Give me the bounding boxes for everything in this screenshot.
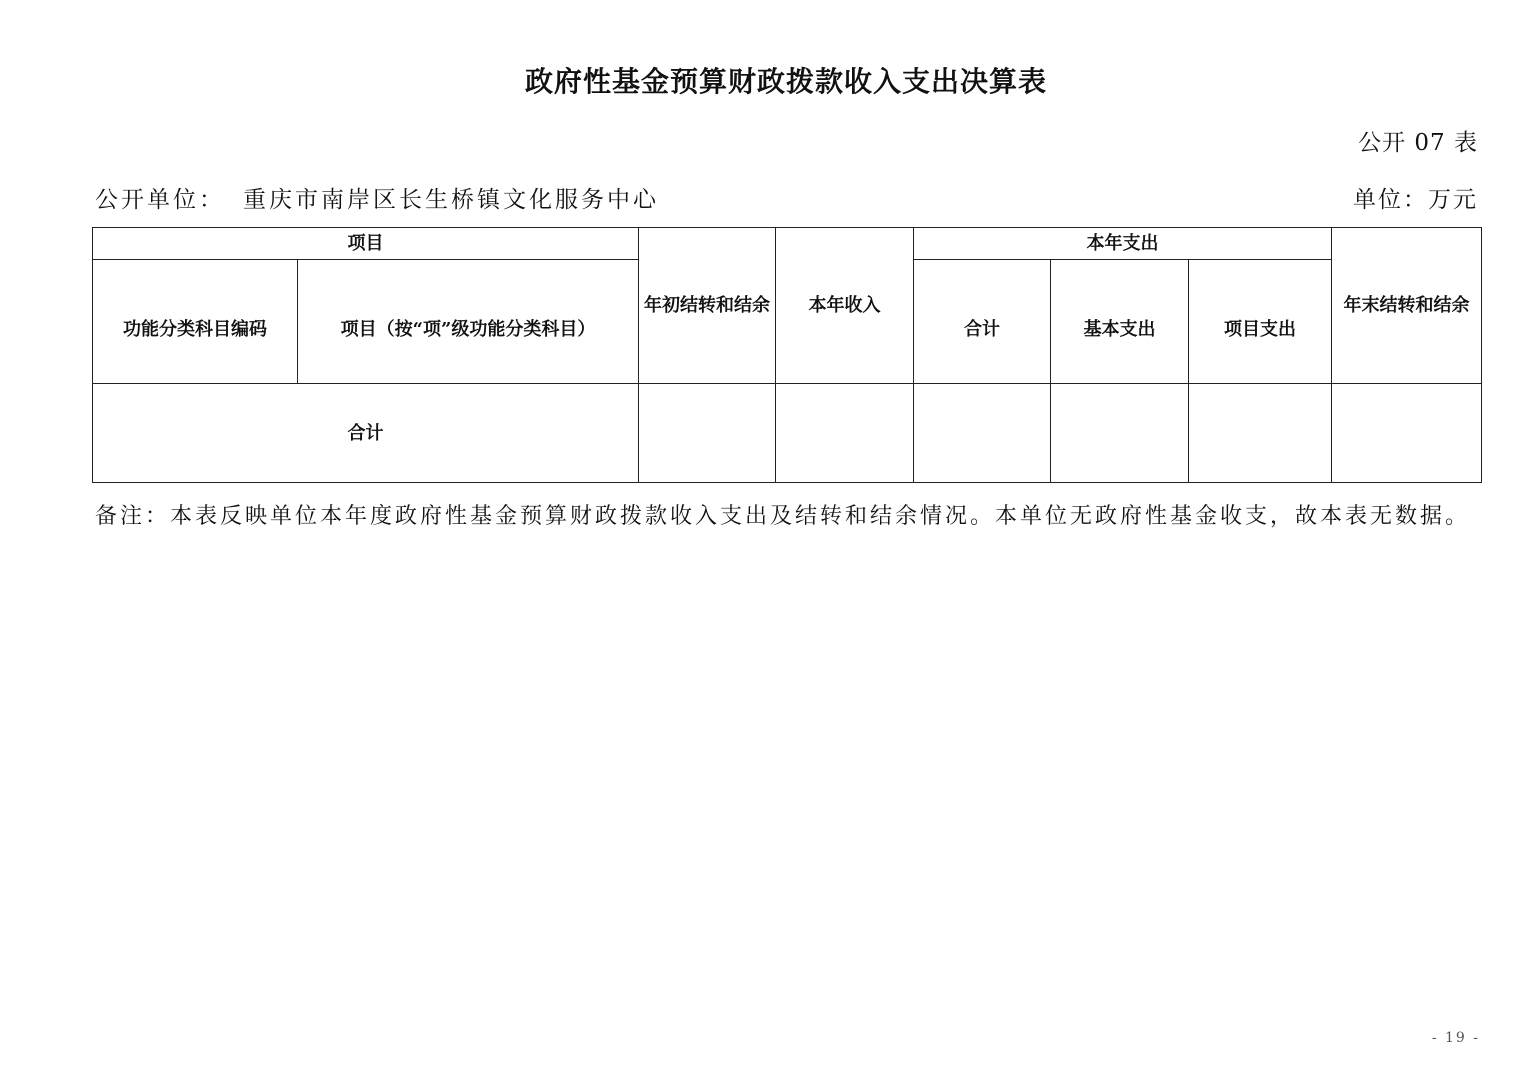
header-expense-basic: 基本支出 (1051, 260, 1189, 384)
budget-table (92, 227, 1482, 483)
table-number: 公开 07 表 (1358, 130, 1478, 156)
header-expense: 本年支出 (914, 228, 1332, 260)
table-note: 备注：本表反映单位本年度政府性基金预算财政拨款收入支出及结转和结余情况。本单位无政府性基金收支，故本表无数据。 (95, 504, 1471, 529)
header-expense-total: 合计 (914, 260, 1051, 384)
total-expense-project-cell (1189, 384, 1332, 483)
page-title: 政府性基金预算财政拨款收入支出决算表 (524, 65, 1047, 98)
reporting-unit (95, 181, 659, 214)
money-unit: 单位：万元 (1353, 187, 1478, 213)
total-begin-balance-cell (639, 384, 776, 483)
page-number: - 19 - (1431, 1030, 1480, 1046)
reporting-unit-name: 重庆市南岸区长生桥镇文化服务中心 (243, 187, 659, 213)
total-row-label: 合计 (93, 384, 639, 483)
header-income: 本年收入 (776, 228, 914, 384)
header-name: 项目（按“项”级功能分类科目） (298, 260, 639, 384)
reporting-unit-label: 公开单位： (95, 187, 225, 213)
total-income-cell (776, 384, 914, 483)
header-begin-balance: 年初结转和结余 (639, 228, 776, 384)
header-expense-project: 项目支出 (1189, 260, 1332, 384)
header-item: 项目 (93, 228, 639, 260)
total-end-balance-cell (1332, 384, 1482, 483)
header-end-balance: 年末结转和结余 (1332, 228, 1482, 384)
header-row-1 (93, 228, 1482, 260)
total-expense-basic-cell (1051, 384, 1189, 483)
total-expense-total-cell (914, 384, 1051, 483)
header-code: 功能分类科目编码 (93, 260, 298, 384)
total-row (93, 384, 1482, 483)
